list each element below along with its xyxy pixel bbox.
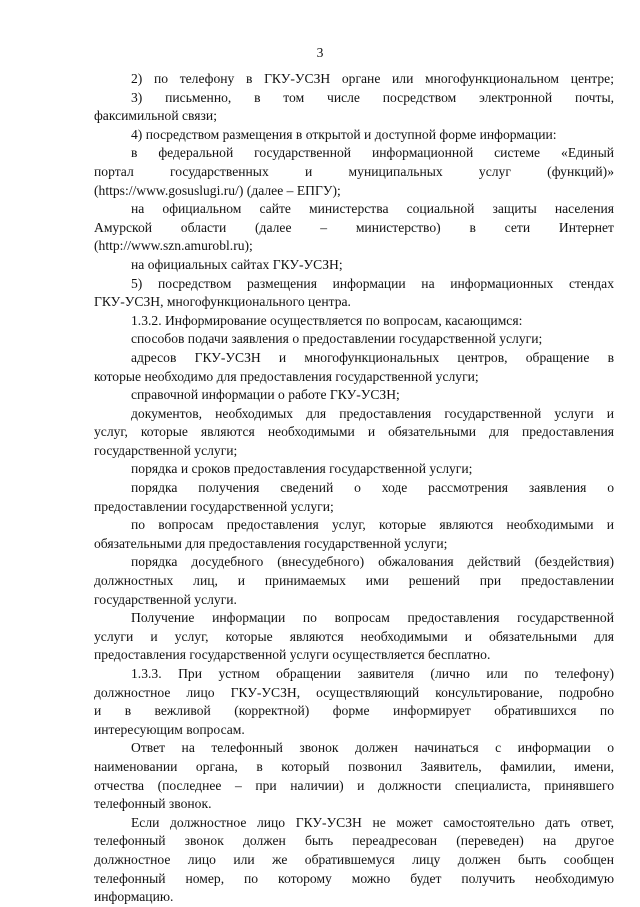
paragraph-line: государственной услуги; <box>94 442 238 458</box>
paragraph-line: (https://www.gosuslugi.ru/) (далее – ЕПГУ); <box>94 182 341 198</box>
paragraph-line: телефонный звонок должен быть переадресован (переведен) на другое <box>94 833 614 849</box>
paragraph-line: должностных лиц, и принимаемых ими решений при предоставлении <box>94 573 614 589</box>
paragraph-line: телефонный номер, по которому можно будет получить необходимую <box>94 870 614 886</box>
paragraph-line: портал государственных и муниципальных услуг (функций)» <box>94 163 614 179</box>
paragraph-line: услуг, которые являются необходимыми и обязательными для предоставления <box>94 424 614 440</box>
paragraph-line: государственной услуги. <box>94 591 237 607</box>
paragraph-line: способов подачи заявления о предоставлении государственной услуги; <box>131 331 543 347</box>
paragraph-line: должностное лицо ГКУ-УСЗН, осуществляющий консультирование, подробно <box>94 684 614 700</box>
paragraph-line: интересующим вопросам. <box>94 721 245 737</box>
paragraph-line: услуги и услуг, которые являются необходимыми и обязательными для <box>94 628 614 644</box>
page-number: 3 <box>316 45 324 60</box>
paragraph-line: адресов ГКУ-УСЗН и многофункциональных центров, обращение в <box>131 349 614 365</box>
paragraph-line: справочной информации о работе ГКУ-УСЗН; <box>131 387 400 403</box>
paragraph-line: в федеральной государственной информационной системе «Единый <box>131 145 614 161</box>
paragraph-line: предоставлении государственной услуги; <box>94 498 334 514</box>
paragraph-line: 1.3.2. Информирование осуществляется по вопросам, касающимся: <box>131 312 523 328</box>
paragraph-line: Ответ на телефонный звонок должен начинаться с информации о <box>131 740 614 756</box>
paragraph-line: на официальном сайте министерства социальной защиты населения <box>131 201 614 217</box>
paragraph-line: которые необходимо для предоставления государственной услуги; <box>94 368 479 384</box>
paragraph-line: 3) письменно, в том числе посредством электронной почты, <box>131 89 614 105</box>
paragraph-line: наименовании органа, в который позвонил Заявитель, фамилии, имени, <box>94 758 614 774</box>
paragraph-line: телефонный звонок. <box>94 796 212 812</box>
paragraph-line: порядка получения сведений о ходе рассмотрения заявления о <box>131 480 614 496</box>
paragraph-line: и в вежливой (корректной) форме информирует обратившихся по <box>94 703 614 719</box>
paragraph-line: порядка и сроков предоставления государственной услуги; <box>131 461 473 477</box>
paragraph-line: ГКУ-УСЗН, многофункционального центра. <box>94 294 351 310</box>
paragraph-line: по вопросам предоставления услуг, которые являются необходимыми и <box>131 517 614 533</box>
paragraph-line: 5) посредством размещения информации на информационных стендах <box>131 275 614 291</box>
paragraph-line: должностное лицо или же обратившемуся лицу должен быть сообщен <box>94 851 614 867</box>
paragraph-line: 2) по телефону в ГКУ-УСЗН органе или многофункциональном центре; <box>131 71 614 86</box>
paragraph-line: документов, необходимых для предоставления государственной услуги и <box>131 405 614 421</box>
paragraph-line: Если должностное лицо ГКУ-УСЗН не может самостоятельно дать ответ, <box>131 814 614 830</box>
paragraph-line: предоставления государственной услуги осуществляется бесплатно. <box>94 647 491 663</box>
paragraph-line: порядка досудебного (внесудебного) обжалования действий (бездействия) <box>131 554 614 570</box>
document-body <box>94 70 614 907</box>
paragraph-line: отчества (последнее – при наличии) и должности специалиста, принявшего <box>94 777 614 793</box>
paragraph-line: обязательными для предоставления государственной услуги; <box>94 535 448 551</box>
paragraph-line: факсимильной связи; <box>94 108 217 124</box>
paragraph-line: Получение информации по вопросам предоставления государственной <box>131 610 614 626</box>
paragraph-line: 1.3.3. При устном обращении заявителя (лично или по телефону) <box>131 666 614 681</box>
paragraph-line: на официальных сайтах ГКУ-УСЗН; <box>131 256 343 272</box>
paragraph-line: (http://www.szn.amurobl.ru); <box>94 238 253 254</box>
paragraph-line: 4) посредством размещения в открытой и доступной форме информации: <box>131 126 557 142</box>
paragraph-line: Амурской области (далее – министерство) в сети Интернет <box>94 219 614 235</box>
paragraph-line: информацию. <box>94 889 174 905</box>
